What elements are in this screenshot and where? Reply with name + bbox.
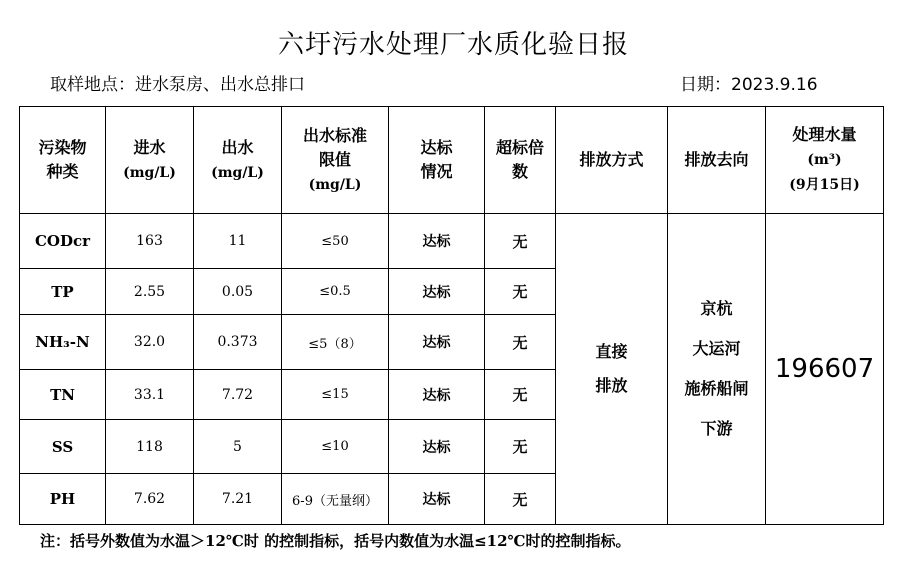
report-title: 六圩污水处理厂水质化验日报 [277, 30, 629, 60]
discharge-destination: 京杭 大运河 施桥船闸 下游 [668, 214, 766, 525]
cell-type: NH₃-N [20, 315, 106, 370]
cell-influent: 2.55 [106, 269, 194, 315]
cell-type: CODcr [20, 214, 106, 269]
footnote: 注：括号外数值为水温＞12℃时 的控制指标，括号内数值为水温≤12℃时的控制指标。 [40, 532, 631, 550]
cell-exceed: 无 [485, 214, 556, 269]
header-influent: 进水 (mg/L) [106, 107, 194, 214]
cell-effluent: 0.373 [194, 315, 282, 370]
cell-exceed: 无 [485, 370, 556, 420]
cell-compliance: 达标 [389, 269, 485, 315]
cell-effluent: 0.05 [194, 269, 282, 315]
cell-effluent: 7.72 [194, 370, 282, 420]
header-volume: 处理水量 (m³) (9月15日) [766, 107, 884, 214]
header-row [20, 107, 884, 214]
cell-standard: ≤15 [282, 370, 389, 420]
cell-influent: 33.1 [106, 370, 194, 420]
cell-exceed: 无 [485, 474, 556, 525]
cell-compliance: 达标 [389, 214, 485, 269]
cell-influent: 118 [106, 420, 194, 474]
cell-type: TN [20, 370, 106, 420]
cell-effluent: 5 [194, 420, 282, 474]
cell-type: TP [20, 269, 106, 315]
discharge-mode: 直接 排放 [556, 214, 668, 525]
cell-type: SS [20, 420, 106, 474]
cell-standard: ≤5（8） [282, 315, 389, 370]
sampling-location: 取样地点：进水泵房、出水总排口 [50, 75, 305, 95]
cell-influent: 7.62 [106, 474, 194, 525]
cell-exceed: 无 [485, 315, 556, 370]
water-quality-table [19, 106, 884, 525]
header-compliance: 达标 情况 [389, 107, 485, 214]
header-effluent: 出水 (mg/L) [194, 107, 282, 214]
cell-compliance: 达标 [389, 370, 485, 420]
cell-standard: ≤50 [282, 214, 389, 269]
treated-volume: 196607 [766, 214, 884, 525]
cell-standard: ≤0.5 [282, 269, 389, 315]
cell-exceed: 无 [485, 269, 556, 315]
cell-influent: 32.0 [106, 315, 194, 370]
header-standard: 出水标准 限值 (mg/L) [282, 107, 389, 214]
cell-standard: 6-9（无量纲） [282, 474, 389, 525]
header-exceed: 超标倍 数 [485, 107, 556, 214]
header-mode: 排放方式 [556, 107, 668, 214]
cell-compliance: 达标 [389, 420, 485, 474]
cell-type: PH [20, 474, 106, 525]
cell-effluent: 11 [194, 214, 282, 269]
header-destination: 排放去向 [668, 107, 766, 214]
report-date: 日期：2023.9.16 [680, 75, 818, 95]
cell-standard: ≤10 [282, 420, 389, 474]
cell-compliance: 达标 [389, 315, 485, 370]
cell-exceed: 无 [485, 420, 556, 474]
table-row [20, 214, 884, 269]
cell-effluent: 7.21 [194, 474, 282, 525]
cell-influent: 163 [106, 214, 194, 269]
header-type: 污染物 种类 [20, 107, 106, 214]
cell-compliance: 达标 [389, 474, 485, 525]
